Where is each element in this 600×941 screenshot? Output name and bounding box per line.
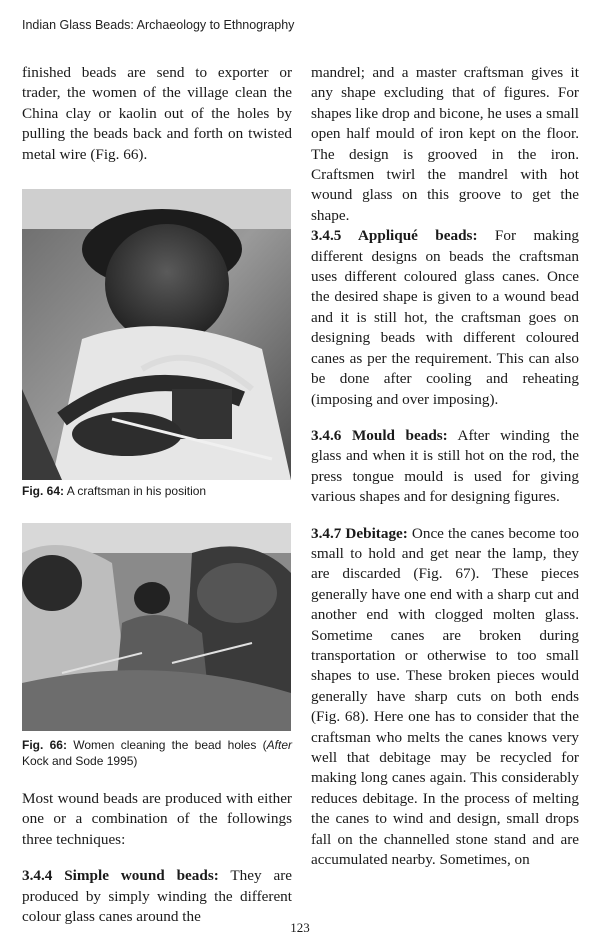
section-3-4-4-text: They are produced by simply winding the different colour glass canes around the xyxy=(22,867,292,926)
figure-64-photo xyxy=(22,189,291,480)
left-paragraph-continued: finished beads are send to exporter or trader, the women of the village clean the China clay or kaolin out of the holes by pulling the beads back and forth on twisted metal wire (Fig. 66). xyxy=(22,64,292,163)
section-3-4-6-heading: 3.4.6 Mould beads: xyxy=(311,426,448,444)
section-3-4-7-heading: 3.4.7 Debitage: xyxy=(311,524,408,542)
section-3-4-5 xyxy=(311,226,579,410)
section-3-4-5-heading: 3.4.5 Appliqué beads: xyxy=(311,227,478,245)
figure-64-text: A craftsman in his position xyxy=(64,484,207,499)
section-3-4-7 xyxy=(311,524,579,871)
section-3-4-7-text: Once the canes become too small to hold and get near the lamp, they are discarded (Fig. 67). These pieces generally have one end with a sharp cut and another end with clogged molten glass. Sometime canes are broken during transportation or otherwise to too small shapes to use. These broken pieces would generally have sharp cuts on both ends (Fig. 68). Here one has to consider that the craftsman who melts the canes knows very well that debitage may be recycled for making long canes again. This considerably reduces debitage. In the process of melting the canes to wind and design, small drops fall on the channelled stone stand and are accumulated nearby. Sometimes, on xyxy=(311,524,579,869)
section-3-4-4 xyxy=(22,866,292,927)
figure-66-caption xyxy=(22,737,292,769)
figure-66-photo xyxy=(22,523,291,731)
figure-66-after: After xyxy=(266,738,292,753)
section-3-4-6 xyxy=(311,426,579,508)
running-title: Indian Glass Beads: Archaeology to Ethnography xyxy=(22,18,295,32)
figure-66-label: Fig. 66: xyxy=(22,738,67,753)
right-paragraph-continued: mandrel; and a master craftsman gives it any shape excluding that of figures. For shapes like drop and bicone, he uses a small open half mould of iron kept on the floor. The design is grooved in the iron. Craftsmen twirl the mandrel with hot wound glass on this groove to get the shape. xyxy=(311,64,579,224)
figure-66-text-end: Kock and Sode 1995) xyxy=(22,754,138,769)
page-number: 123 xyxy=(290,920,310,935)
right-column xyxy=(311,63,579,870)
left-column xyxy=(22,63,292,927)
figure-64-caption xyxy=(22,483,292,499)
section-3-4-5-text: For making different designs on beads the craftsman uses different coloured glass canes. Once the desired shape is given to a wound bead and it is still hot, the craftsman goes on designing beads with different coloured canes as per the requirement. This can also be done after cooling and reheating (imposing and over imposing). xyxy=(311,227,580,408)
section-3-4-6-text: After winding the glass and when it is still hot on the rod, the press tongue mould is used for giving various shapes and for designing figures. xyxy=(311,426,579,506)
section-3-4-4-heading: 3.4.4 Simple wound beads: xyxy=(22,867,219,885)
left-paragraph-techniques: Most wound beads are produced with either one or a combination of the followings three techniques: xyxy=(22,790,292,848)
figure-66-text-start: Women cleaning the bead holes ( xyxy=(66,738,267,753)
figure-64-label: Fig. 64: xyxy=(22,484,65,499)
